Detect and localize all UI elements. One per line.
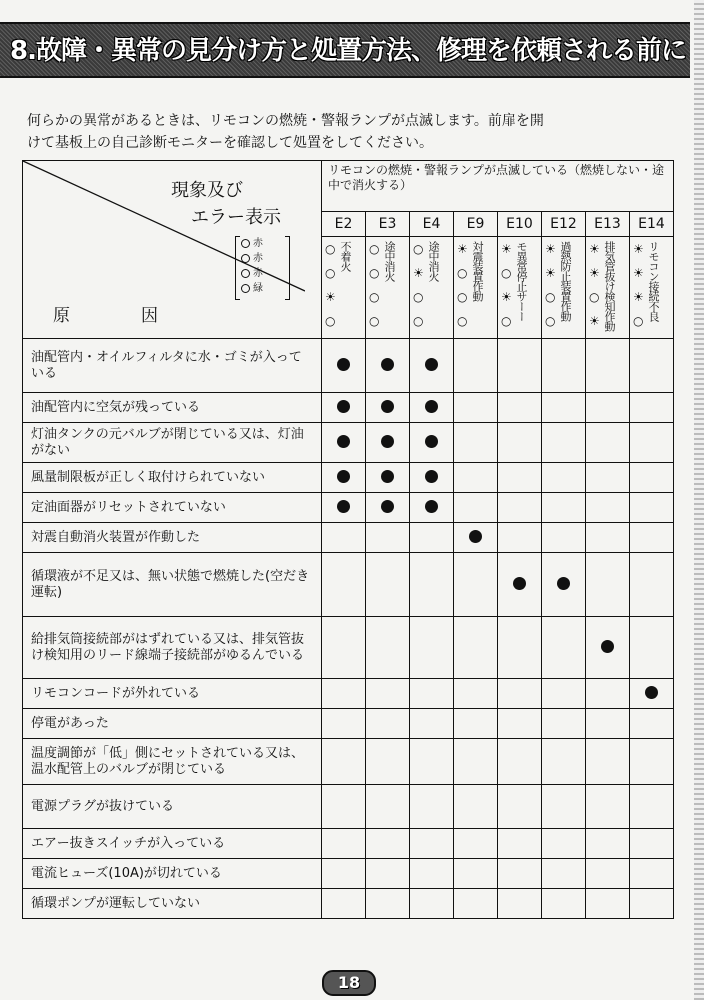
- mark-cell-e9: [454, 785, 498, 829]
- error-code-e12: E12: [542, 212, 586, 237]
- mark-cell-e4: [410, 617, 454, 679]
- lamp-ring-icon: [241, 254, 250, 263]
- applies-dot-icon: [381, 435, 394, 448]
- mark-cell-e14: [630, 493, 674, 523]
- mark-cell-e10: [498, 339, 542, 393]
- phenomenon-label: 現象及び: [171, 180, 243, 201]
- mark-cell-e9: [454, 829, 498, 859]
- intro-paragraph: [27, 110, 667, 154]
- mark-cell-e14: [630, 859, 674, 889]
- table-row: [23, 423, 674, 463]
- mark-cell-e10: [498, 493, 542, 523]
- mark-cell-e10: [498, 709, 542, 739]
- cause-text: 給排気筒接続部がはずれている又は、排気管抜け検知用のリード線端子接続部がゆるんでいる: [23, 617, 322, 679]
- lamp-blinking-icon: ☀: [501, 290, 512, 305]
- lamp-pattern-e2: [322, 237, 366, 339]
- lamp-off-icon: ○: [369, 290, 380, 305]
- lamp-blinking-icon: ☀: [633, 266, 644, 281]
- mark-cell-e13: [586, 523, 630, 553]
- mark-cell-e14: [630, 679, 674, 709]
- mark-cell-e9: [454, 493, 498, 523]
- mark-cell-e10: [498, 859, 542, 889]
- cause-text: 温度調節が「低」側にセットされている又は、温水配管上のバルブが閉じている: [23, 739, 322, 785]
- mark-cell-e9: [454, 739, 498, 785]
- mark-cell-e13: [586, 785, 630, 829]
- mark-cell-e12: [542, 617, 586, 679]
- lamp-blinking-icon: ☀: [501, 242, 512, 257]
- mark-cell-e12: [542, 785, 586, 829]
- lamp-pattern-label: 過熱防止装置作動: [559, 241, 572, 322]
- mark-cell-e4: [410, 889, 454, 919]
- cause-label-1: 原: [53, 306, 70, 326]
- lamp-pattern-e12: [542, 237, 586, 339]
- lamp-blinking-icon: ☀: [589, 266, 600, 281]
- mark-cell-e14: [630, 393, 674, 423]
- table-row: [23, 463, 674, 493]
- mark-cell-e12: [542, 859, 586, 889]
- lamp-pattern-e14: [630, 237, 674, 339]
- table-row: [23, 523, 674, 553]
- applies-dot-icon: [381, 470, 394, 483]
- lamp-blinking-icon: ☀: [545, 266, 556, 281]
- mark-cell-e3: [366, 553, 410, 617]
- lamp-pattern-label: 途中消火: [383, 241, 396, 282]
- lamp-off-icon: ○: [633, 314, 644, 329]
- mark-cell-e14: [630, 463, 674, 493]
- mark-cell-e12: [542, 339, 586, 393]
- mark-cell-e4: [410, 339, 454, 393]
- applies-dot-icon: [337, 500, 350, 513]
- mark-cell-e14: [630, 423, 674, 463]
- lamp-blinking-icon: ☀: [325, 290, 336, 305]
- mark-cell-e3: [366, 739, 410, 785]
- table-row: [23, 493, 674, 523]
- mark-cell-e12: [542, 553, 586, 617]
- lamp-blinking-icon: ☀: [589, 242, 600, 257]
- cause-text: 電源プラグが抜けている: [23, 785, 322, 829]
- mark-cell-e3: [366, 785, 410, 829]
- applies-dot-icon: [645, 686, 658, 699]
- lamp-blinking-icon: ☀: [457, 242, 468, 257]
- mark-cell-e12: [542, 679, 586, 709]
- lamp-blinking-icon: ☀: [545, 242, 556, 257]
- mark-cell-e4: [410, 463, 454, 493]
- error-display-label: エラー表示: [191, 207, 281, 228]
- cause-text: 灯油タンクの元バルブが閉じている又は、灯油がない: [23, 423, 322, 463]
- mark-cell-e14: [630, 617, 674, 679]
- mark-cell-e10: [498, 523, 542, 553]
- legend-color-3: 赤: [253, 268, 263, 279]
- mark-cell-e10: [498, 423, 542, 463]
- mark-cell-e9: [454, 889, 498, 919]
- header-corner-cell: [23, 161, 322, 339]
- mark-cell-e13: [586, 889, 630, 919]
- mark-cell-e4: [410, 393, 454, 423]
- cause-text: 油配管内に空気が残っている: [23, 393, 322, 423]
- intro-line-2: けて基板上の自己診断モニターを確認して処置をしてください。: [27, 135, 433, 151]
- mark-cell-e12: [542, 493, 586, 523]
- applies-dot-icon: [425, 358, 438, 371]
- cause-text: 風量制限板が正しく取付けられていない: [23, 463, 322, 493]
- mark-cell-e12: [542, 423, 586, 463]
- mark-cell-e13: [586, 829, 630, 859]
- table-row: [23, 617, 674, 679]
- mark-cell-e4: [410, 709, 454, 739]
- mark-cell-e14: [630, 829, 674, 859]
- mark-cell-e2: [322, 889, 366, 919]
- table-row: [23, 785, 674, 829]
- cause-text: 停電があった: [23, 709, 322, 739]
- mark-cell-e12: [542, 523, 586, 553]
- lamp-off-icon: ○: [545, 290, 556, 305]
- mark-cell-e13: [586, 709, 630, 739]
- mark-cell-e9: [454, 553, 498, 617]
- lamp-pattern-label: 対震装置作動: [471, 241, 484, 302]
- mark-cell-e3: [366, 523, 410, 553]
- mark-cell-e12: [542, 393, 586, 423]
- legend-color-2: 赤: [253, 253, 263, 264]
- mark-cell-e4: [410, 785, 454, 829]
- page-number: 18: [322, 970, 376, 996]
- mark-cell-e3: [366, 463, 410, 493]
- mark-cell-e13: [586, 739, 630, 785]
- lamp-pattern-e9: [454, 237, 498, 339]
- table-row: [23, 709, 674, 739]
- lamp-off-icon: ○: [369, 242, 380, 257]
- lamp-pattern-label: モ異常停止サーー: [515, 241, 528, 322]
- mark-cell-e13: [586, 617, 630, 679]
- mark-cell-e4: [410, 493, 454, 523]
- error-code-e4: E4: [410, 212, 454, 237]
- lamp-off-icon: ○: [545, 314, 556, 329]
- cause-text: 定油面器がリセットされていない: [23, 493, 322, 523]
- lamp-pattern-e3: [366, 237, 410, 339]
- lamp-off-icon: ○: [325, 266, 336, 281]
- mark-cell-e4: [410, 679, 454, 709]
- mark-cell-e9: [454, 709, 498, 739]
- mark-cell-e13: [586, 679, 630, 709]
- applies-dot-icon: [469, 530, 482, 543]
- mark-cell-e10: [498, 393, 542, 423]
- applies-dot-icon: [601, 640, 614, 653]
- applies-dot-icon: [425, 500, 438, 513]
- applies-dot-icon: [337, 358, 350, 371]
- table-row: [23, 679, 674, 709]
- mark-cell-e4: [410, 859, 454, 889]
- mark-cell-e9: [454, 679, 498, 709]
- mark-cell-e9: [454, 617, 498, 679]
- cause-label-2: 因: [141, 306, 158, 326]
- lamp-off-icon: ○: [501, 314, 512, 329]
- error-code-e3: E3: [366, 212, 410, 237]
- mark-cell-e12: [542, 463, 586, 493]
- mark-cell-e3: [366, 829, 410, 859]
- lamp-pattern-label: 途中消火: [427, 241, 440, 282]
- table-row: [23, 339, 674, 393]
- mark-cell-e12: [542, 829, 586, 859]
- lamp-blinking-icon: ☀: [633, 290, 644, 305]
- mark-cell-e3: [366, 679, 410, 709]
- applies-dot-icon: [557, 577, 570, 590]
- cause-text: 循環ポンプが運転していない: [23, 889, 322, 919]
- mark-cell-e9: [454, 393, 498, 423]
- lamp-off-icon: ○: [369, 266, 380, 281]
- mark-cell-e3: [366, 709, 410, 739]
- applies-dot-icon: [425, 470, 438, 483]
- mark-cell-e12: [542, 739, 586, 785]
- lamp-pattern-e10: [498, 237, 542, 339]
- mark-cell-e14: [630, 889, 674, 919]
- lamp-off-icon: ○: [325, 314, 336, 329]
- mark-cell-e10: [498, 785, 542, 829]
- table-row: [23, 859, 674, 889]
- lamp-off-icon: ○: [413, 242, 424, 257]
- mark-cell-e10: [498, 889, 542, 919]
- table-row: [23, 553, 674, 617]
- cause-text: エアー抜きスイッチが入っている: [23, 829, 322, 859]
- applies-dot-icon: [337, 400, 350, 413]
- applies-dot-icon: [513, 577, 526, 590]
- error-code-e14: E14: [630, 212, 674, 237]
- page-edge-scan: [694, 0, 704, 1000]
- mark-cell-e3: [366, 339, 410, 393]
- table-row: [23, 829, 674, 859]
- mark-cell-e4: [410, 553, 454, 617]
- mark-cell-e10: [498, 739, 542, 785]
- mark-cell-e3: [366, 393, 410, 423]
- lamp-off-icon: ○: [457, 314, 468, 329]
- lamp-off-icon: ○: [413, 314, 424, 329]
- table-row: [23, 889, 674, 919]
- applies-dot-icon: [337, 435, 350, 448]
- mark-cell-e10: [498, 553, 542, 617]
- mark-cell-e14: [630, 709, 674, 739]
- mark-cell-e13: [586, 463, 630, 493]
- lamp-pattern-e4: [410, 237, 454, 339]
- mark-cell-e3: [366, 617, 410, 679]
- mark-cell-e13: [586, 493, 630, 523]
- lamp-group-header: リモコンの燃焼・警報ランプが点滅している（燃焼しない・途中で消火する）: [322, 161, 674, 212]
- cause-text: 油配管内・オイルフィルタに水・ゴミが入っている: [23, 339, 322, 393]
- mark-cell-e14: [630, 339, 674, 393]
- mark-cell-e2: [322, 617, 366, 679]
- error-code-e9: E9: [454, 212, 498, 237]
- lamp-ring-icon: [241, 284, 250, 293]
- table-row: [23, 393, 674, 423]
- error-code-e2: E2: [322, 212, 366, 237]
- mark-cell-e2: [322, 679, 366, 709]
- error-code-e10: E10: [498, 212, 542, 237]
- applies-dot-icon: [381, 400, 394, 413]
- mark-cell-e4: [410, 423, 454, 463]
- mark-cell-e2: [322, 829, 366, 859]
- mark-cell-e2: [322, 859, 366, 889]
- diagnosis-table: [22, 160, 674, 919]
- lamp-ring-icon: [241, 269, 250, 278]
- lamp-off-icon: ○: [457, 290, 468, 305]
- mark-cell-e13: [586, 553, 630, 617]
- mark-cell-e13: [586, 423, 630, 463]
- legend-color-4: 緑: [253, 283, 263, 294]
- mark-cell-e9: [454, 339, 498, 393]
- mark-cell-e2: [322, 523, 366, 553]
- mark-cell-e3: [366, 859, 410, 889]
- mark-cell-e2: [322, 393, 366, 423]
- lamp-pattern-e13: [586, 237, 630, 339]
- legend-color-1: 赤: [253, 238, 263, 249]
- mark-cell-e2: [322, 739, 366, 785]
- applies-dot-icon: [425, 400, 438, 413]
- lamp-blinking-icon: ☀: [413, 266, 424, 281]
- lamp-pattern-label: リモコン接続不良: [647, 241, 660, 322]
- mark-cell-e14: [630, 553, 674, 617]
- mark-cell-e10: [498, 679, 542, 709]
- lamp-off-icon: ○: [589, 290, 600, 305]
- cause-text: 対震自動消火装置が作動した: [23, 523, 322, 553]
- cause-text: リモコンコードが外れている: [23, 679, 322, 709]
- section-title-bar: [0, 22, 690, 78]
- lamp-off-icon: ○: [501, 266, 512, 281]
- mark-cell-e13: [586, 393, 630, 423]
- mark-cell-e12: [542, 889, 586, 919]
- mark-cell-e12: [542, 709, 586, 739]
- mark-cell-e9: [454, 423, 498, 463]
- intro-line-1: 何らかの異常があるときは、リモコンの燃焼・警報ランプが点滅します。前扉を開: [27, 113, 544, 129]
- mark-cell-e10: [498, 463, 542, 493]
- table-row: [23, 739, 674, 785]
- mark-cell-e3: [366, 493, 410, 523]
- section-title: 8.故障・異常の見分け方と処置方法、修理を依頼される前に: [10, 36, 686, 66]
- mark-cell-e2: [322, 553, 366, 617]
- mark-cell-e9: [454, 463, 498, 493]
- lamp-off-icon: ○: [457, 266, 468, 281]
- mark-cell-e3: [366, 889, 410, 919]
- lamp-blinking-icon: ☀: [589, 314, 600, 329]
- mark-cell-e14: [630, 785, 674, 829]
- error-code-e13: E13: [586, 212, 630, 237]
- applies-dot-icon: [381, 500, 394, 513]
- mark-cell-e2: [322, 493, 366, 523]
- mark-cell-e2: [322, 709, 366, 739]
- mark-cell-e10: [498, 829, 542, 859]
- mark-cell-e9: [454, 523, 498, 553]
- lamp-off-icon: ○: [413, 290, 424, 305]
- mark-cell-e2: [322, 785, 366, 829]
- mark-cell-e9: [454, 859, 498, 889]
- mark-cell-e2: [322, 339, 366, 393]
- applies-dot-icon: [381, 358, 394, 371]
- mark-cell-e4: [410, 739, 454, 785]
- applies-dot-icon: [425, 435, 438, 448]
- mark-cell-e14: [630, 739, 674, 785]
- lamp-pattern-label: 排気管抜け検知作動: [603, 241, 616, 332]
- mark-cell-e4: [410, 523, 454, 553]
- mark-cell-e2: [322, 423, 366, 463]
- lamp-legend: [241, 236, 263, 296]
- lamp-off-icon: ○: [369, 314, 380, 329]
- mark-cell-e2: [322, 463, 366, 493]
- applies-dot-icon: [337, 470, 350, 483]
- mark-cell-e13: [586, 859, 630, 889]
- cause-text: 循環液が不足又は、無い状態で燃焼した(空だき運転): [23, 553, 322, 617]
- mark-cell-e4: [410, 829, 454, 859]
- mark-cell-e3: [366, 423, 410, 463]
- mark-cell-e13: [586, 339, 630, 393]
- mark-cell-e10: [498, 617, 542, 679]
- cause-text: 電流ヒューズ(10A)が切れている: [23, 859, 322, 889]
- lamp-pattern-label: 不着火: [339, 241, 352, 272]
- lamp-off-icon: ○: [325, 242, 336, 257]
- lamp-blinking-icon: ☀: [633, 242, 644, 257]
- lamp-ring-icon: [241, 239, 250, 248]
- mark-cell-e14: [630, 523, 674, 553]
